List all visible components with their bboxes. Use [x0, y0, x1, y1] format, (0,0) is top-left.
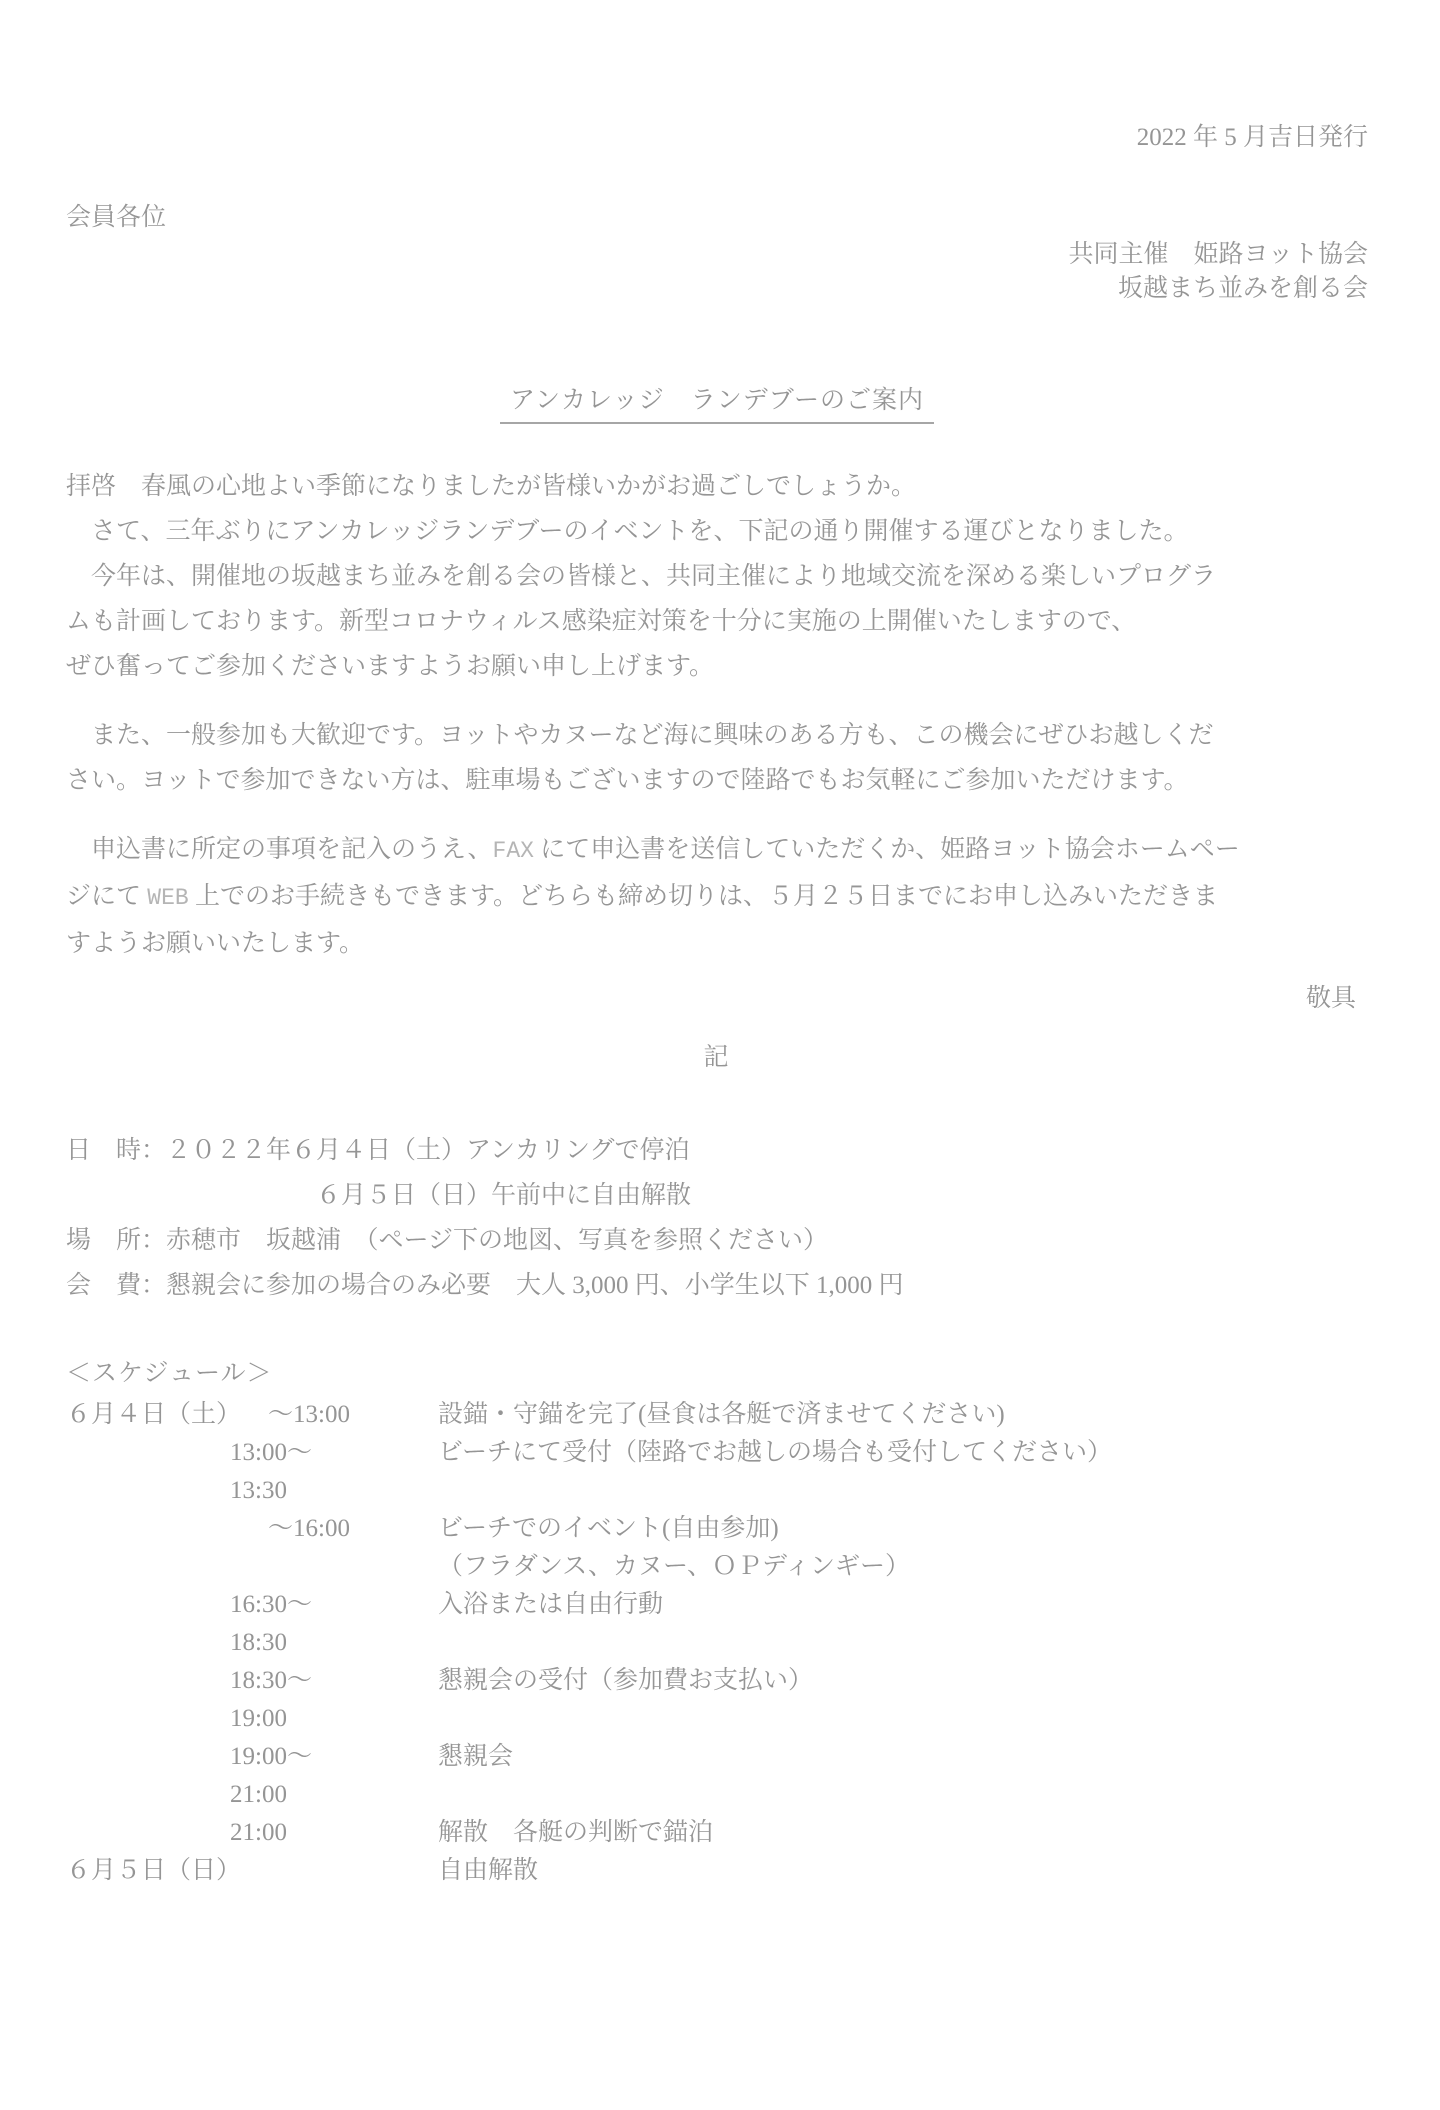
schedule-date [66, 1814, 230, 1852]
text-line: また、一般参加も大歓迎です。ヨットやカヌーなど海に興味のある方も、この機会にぜひお越しくだ [66, 722, 1214, 749]
text-line: 坂越まち並みを創る会 [1117, 275, 1368, 302]
schedule-row [66, 1662, 1368, 1738]
event-details [66, 1128, 1368, 1308]
schedule-time: 13:00～13:30 [230, 1439, 312, 1504]
schedule-time: 18:30～19:00 [230, 1667, 312, 1732]
closing-salutation: 敬具 [1305, 985, 1356, 1012]
text-line: 共同主催 姫路ヨット協会 [1068, 241, 1368, 268]
schedule-time: ～13:00 [268, 1401, 350, 1428]
page-title: アンカレッジ ランデブーのご案内 [500, 380, 934, 424]
text-line: 今年は、開催地の坂越まち並みを創る会の皆様と、共同主催により地域交流を深める楽しいプログラ [66, 563, 1217, 590]
organizer-block [66, 238, 1368, 306]
schedule-date [66, 1586, 230, 1662]
issue-date: 2022 年 5 月吉日発行 [1136, 124, 1368, 151]
latin-token: WEB [147, 885, 189, 911]
paragraph [66, 464, 1368, 689]
text-line: 申込書に所定の事項を記入のうえ、FAX にて申込書を送信していただくか、姫路ヨット協会ホームペー [66, 836, 1240, 864]
text-line: 拝啓 春風の心地よい季節になりましたが皆様いかがお過ごしでしょうか。 [66, 473, 917, 500]
schedule-row [66, 1738, 1368, 1814]
schedule-activity: 懇親会の受付（参加費お支払い） [438, 1667, 814, 1694]
schedule-section [66, 1354, 1368, 1890]
text-line: 会 費：懇親会に参加の場合のみ必要 大人 3,000 円、小学生以下 1,000 円 [66, 1272, 904, 1299]
schedule-date: ６月４日（土） [66, 1401, 242, 1428]
schedule-time [230, 1548, 350, 1586]
title-row [66, 380, 1368, 424]
schedule-time: 19:00～21:00 [230, 1743, 312, 1808]
schedule-time [230, 1852, 350, 1890]
schedule-row [66, 1586, 1368, 1662]
schedule-table [66, 1396, 1368, 1890]
schedule-date [66, 1510, 230, 1548]
schedule-row [66, 1396, 1368, 1434]
schedule-date [66, 1662, 230, 1738]
letter-body [66, 464, 1368, 966]
text-line: ジにて WEB 上でのお手続きもできます。どちらも締め切りは、５月２５日までにお申し込みいただきま [66, 883, 1218, 911]
schedule-heading: ＜スケジュール＞ [66, 1360, 273, 1387]
schedule-time: 21:00 [230, 1819, 287, 1846]
text-line: ムも計画しております。新型コロナウィルス感染症対策を十分に実施の上開催いたしますので、 [66, 608, 1137, 635]
schedule-activity: 解散 各艇の判断で錨泊 [438, 1819, 714, 1846]
schedule-row [66, 1852, 1368, 1890]
schedule-row [66, 1510, 1368, 1548]
text-line: 場 所：赤穂市 坂越浦 （ページ下の地図、写真を参照ください） [66, 1227, 829, 1254]
record-marker: 記 [703, 1044, 731, 1071]
schedule-date [66, 1738, 230, 1814]
paragraph [66, 827, 1368, 966]
schedule-time: ～16:00 [268, 1515, 350, 1542]
text-line: 日 時：２０２２年６月４日（土）アンカリングで停泊 [66, 1137, 690, 1164]
schedule-row [66, 1814, 1368, 1852]
schedule-activity: ビーチにて受付（陸路でお越しの場合も受付してください） [438, 1439, 1113, 1466]
schedule-activity: 入浴または自由行動 [438, 1591, 664, 1618]
text-line: さい。ヨットで参加できない方は、駐車場もございますので陸路でもお気軽にご参加いただけます。 [66, 767, 1189, 794]
text-line: ６月５日（日）午前中に自由解散 [66, 1182, 692, 1209]
paragraph [66, 713, 1368, 803]
text-line: さて、三年ぶりにアンカレッジランデブーのイベントを、下記の通り開催する運びとなりました。 [66, 518, 1189, 545]
latin-token: FAX [492, 838, 534, 864]
schedule-activity: 設錨・守錨を完了(昼食は各艇で済ませてください) [438, 1401, 1005, 1428]
schedule-date [66, 1434, 230, 1510]
text-line: ぜひ奮ってご参加くださいますようお願い申し上げます。 [66, 653, 715, 680]
schedule-date: ６月５日（日） [66, 1857, 242, 1884]
schedule-time: 16:30～18:30 [230, 1591, 312, 1656]
schedule-activity: （フラダンス、カヌー、ＯＰディンギー） [438, 1553, 911, 1580]
schedule-row [66, 1434, 1368, 1510]
schedule-activity: ビーチでのイベント(自由参加) [438, 1515, 779, 1542]
schedule-activity: 懇親会 [438, 1743, 514, 1770]
recipient: 会員各位 [66, 204, 167, 231]
text-line: すようお願いいたします。 [66, 930, 365, 957]
schedule-activity: 自由解散 [438, 1857, 539, 1884]
schedule-row [66, 1548, 1368, 1586]
schedule-date [66, 1548, 230, 1586]
